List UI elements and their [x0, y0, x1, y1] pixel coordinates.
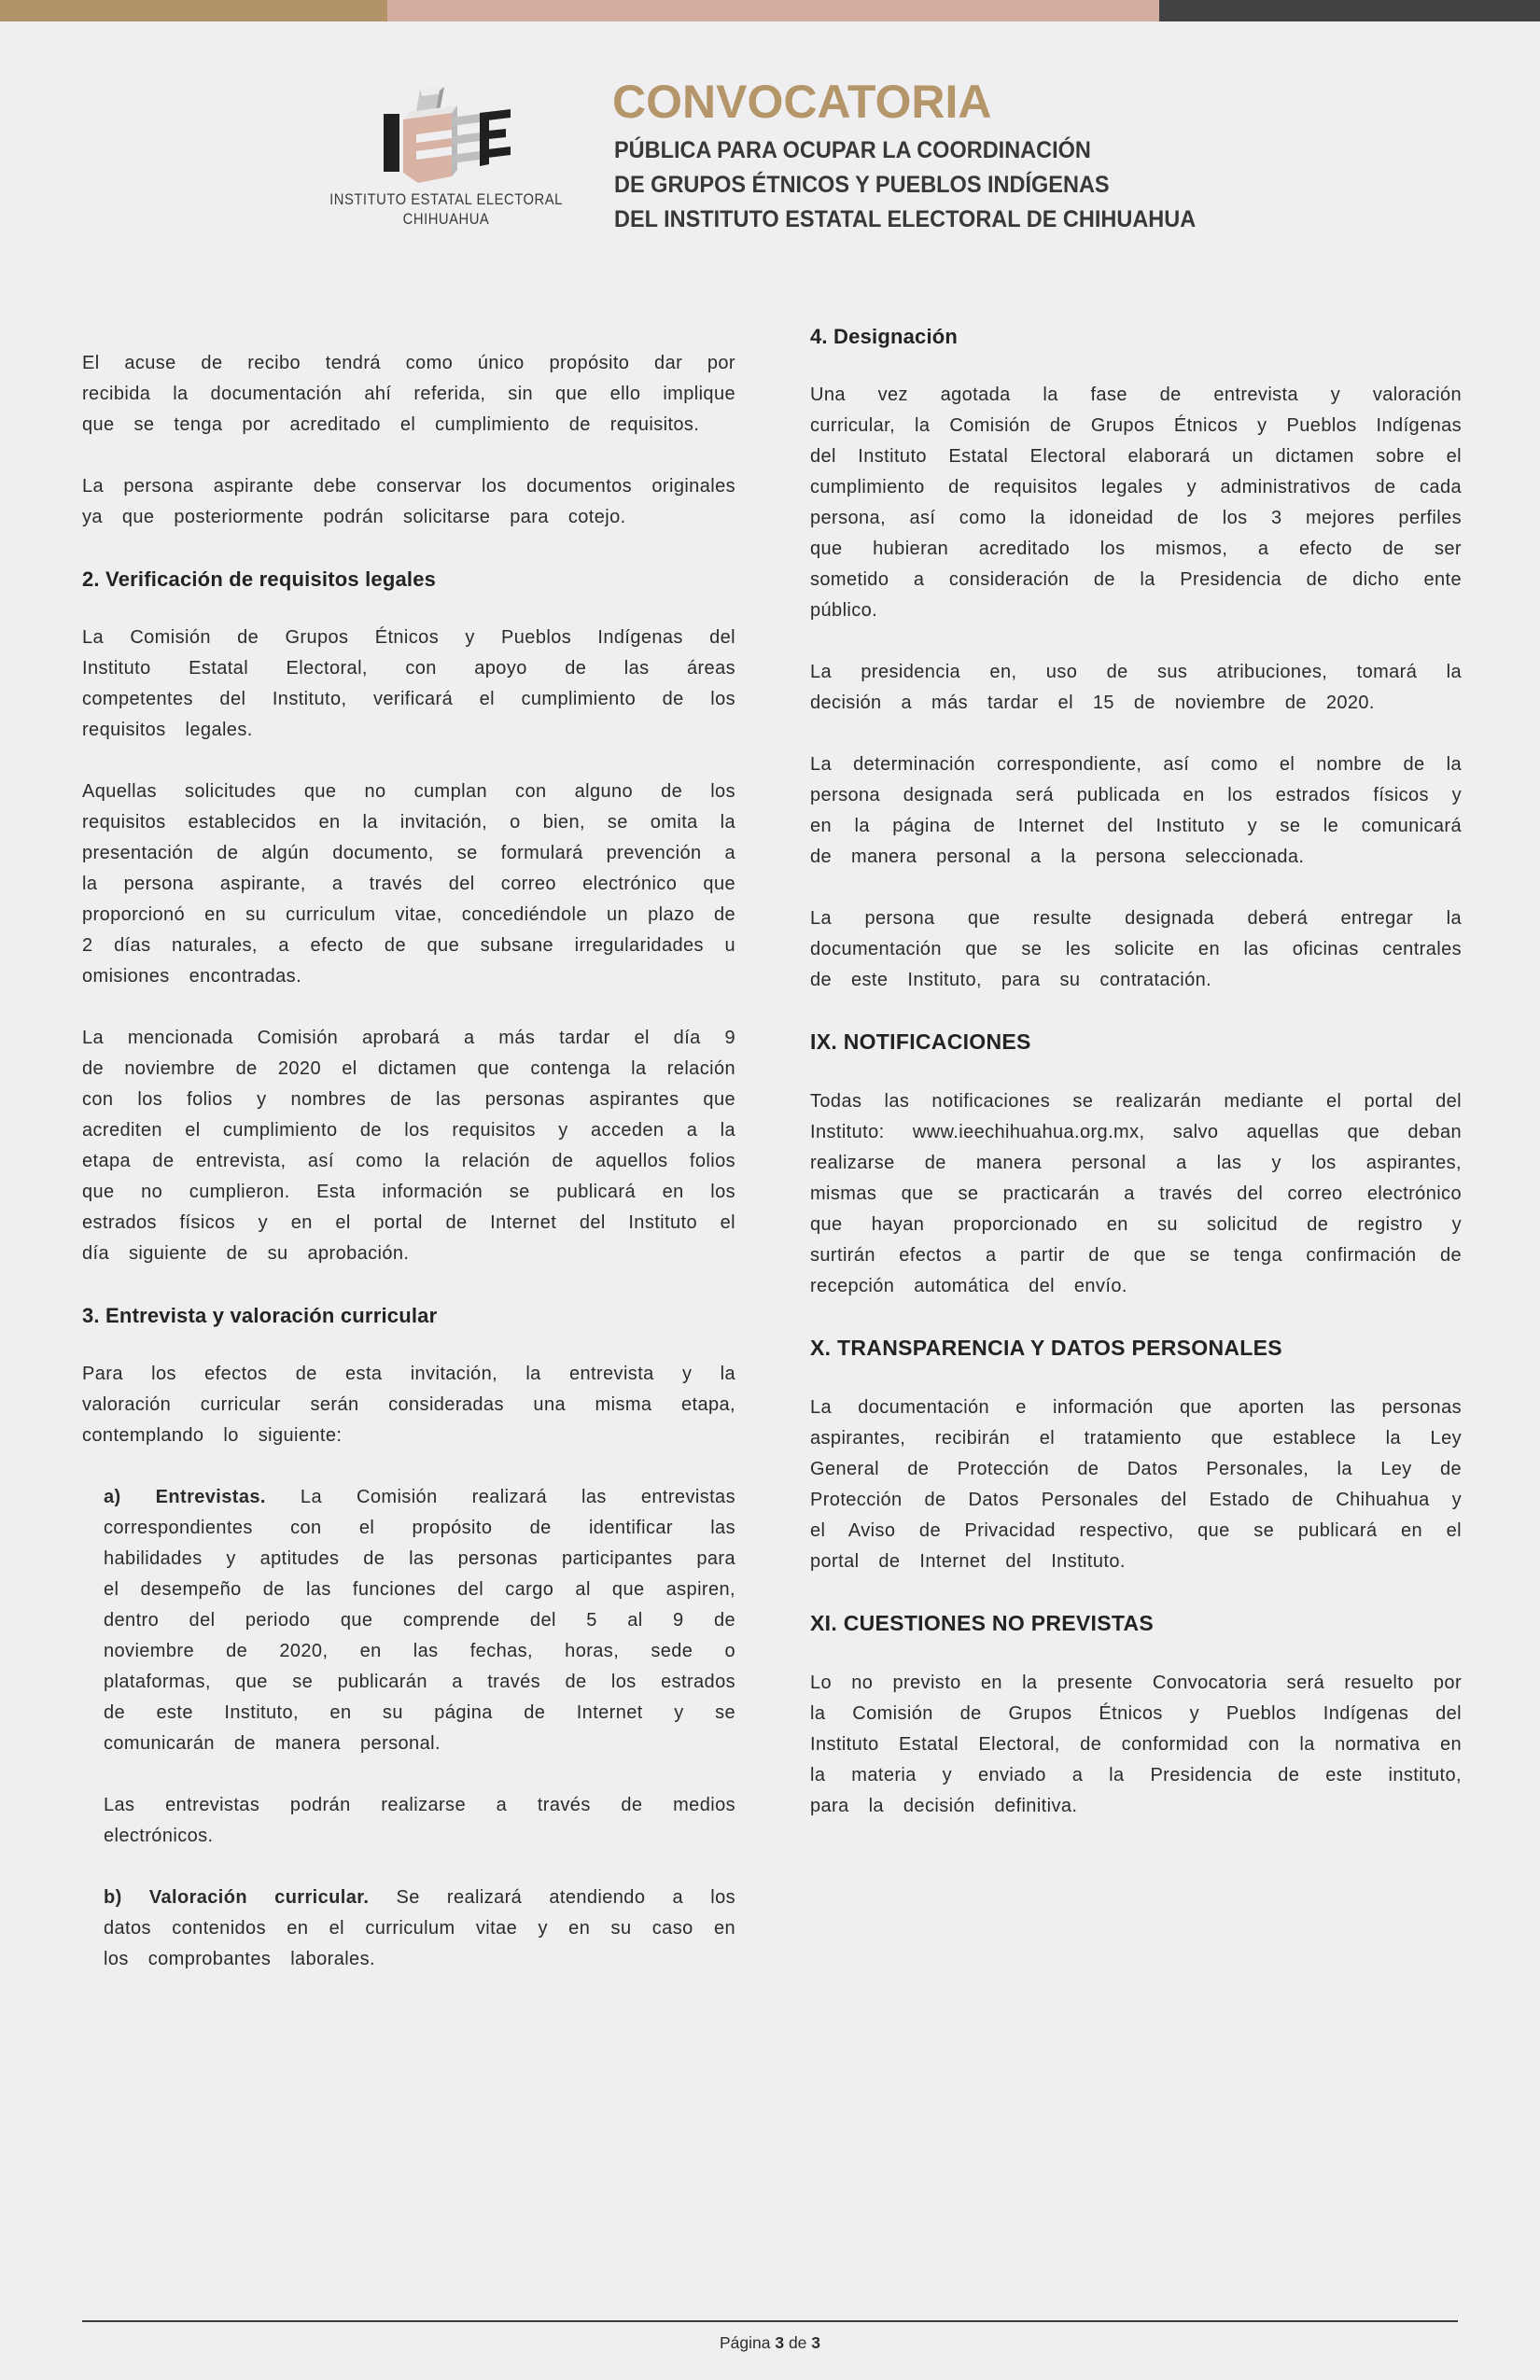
paragraph-entrega-documentacion: La persona que resulte designada deberá entregar la documentación que se les solicite en las oficinas centrales de este Instituto, para su contratación. — [810, 908, 1462, 990]
paragraph-notificaciones-portal: Todas las notificaciones se realizarán mediante el portal del Instituto: www.ieechihuahua.org.mx, salvo aquellas que deban realizarse de manera personal a las y los aspirantes, mismas que se practicarán a través del correo electrónico que hayan proporcionado en su solicitud de registro y surtirán efectos a partir de que se tenga confirmación de recepción automática del envío. — [810, 1091, 1462, 1296]
paragraph-conservar-documentos: La persona aspirante debe conservar los documentos originales ya que posteriormente podrán solicitarse para cotejo. — [82, 476, 735, 527]
subtitle-line2: DE GRUPOS ÉTNICOS Y PUEBLOS INDÍGENAS — [614, 172, 1110, 198]
document-subtitle — [614, 133, 1196, 237]
paragraph-acuse-recibo: El acuse de recibo tendrá como único propósito dar por recibida la documentación ahí referida, sin que ello implique que se tenga por acreditado el cumplimiento de requisitos. — [82, 353, 735, 435]
footer-divider — [82, 2320, 1458, 2322]
paragraph-presidencia-decision: La presidencia en, uso de sus atribuciones, tomará la decisión a más tardar el 15 de noviembre de 2020. — [810, 662, 1462, 713]
paragraph-dictamen-folios: La mencionada Comisión aprobará a más tardar el día 9 de noviembre de 2020 el dictamen que contenga la relación con los folios y nombres de las personas aspirantes que acrediten el cumplimiento de los requisitos y acceden a la etapa de entrevista, así como la relación de aquellos folios que no cumplieron. Esta información se publicará en los estrados físicos y en el portal de Internet del Instituto el día siguiente de su aprobación. — [82, 1028, 735, 1264]
top-bar-segment-dark — [1159, 0, 1540, 21]
page-number-footer — [0, 2333, 1540, 2353]
heading-cuestiones-no-previstas: XI. CUESTIONES NO PREVISTAS — [810, 1611, 1155, 1635]
heading-entrevista-valoracion: 3. Entrevista y valoración curricular — [82, 1304, 438, 1327]
document-title: CONVOCATORIA — [612, 76, 992, 128]
left-column — [82, 348, 735, 2006]
paragraph-efectos-invitacion: Para los efectos de esta invitación, la entrevista y la valoración curricular serán consideradas una misma etapa, contemplando lo siguiente: — [82, 1364, 735, 1446]
paragraph-proteccion-datos: La documentación e información que aporten las personas aspirantes, recibirán el tratamiento que establece la Ley General de Protección de Datos Personales, la Ley de Protección de Datos Personales del Estado de Chihuahua y el Aviso de Privacidad respectivo, que se publicará en el portal de Internet del Instituto. — [810, 1397, 1462, 1572]
paragraph-solicitudes-prevencion: Aquellas solicitudes que no cumplan con alguno de los requisitos establecidos en la invitación, o bien, se omita la presentación de algún documento, se formulará prevención a la persona aspirante, a través del correo electrónico que proporcionó en su curriculum vitae, concediéndole un plazo de 2 días naturales, a efecto de que subsane irregularidades u omisiones encontradas. — [82, 781, 735, 987]
paragraph-entrevistas-medios: Las entrevistas podrán realizarse a través de medios electrónicos. — [104, 1795, 735, 1846]
item-a-label: a) Entrevistas. — [104, 1487, 266, 1507]
paragraph-determinacion-publicada: La determinación correspondiente, así como el nombre de la persona designada será publicada en los estrados físicos y en la página de Internet del Instituto y se le comunicará de manera personal a la persona seleccionada. — [810, 754, 1462, 867]
logo-caption-line1: INSTITUTO ESTATAL ELECTORAL — [329, 190, 563, 208]
item-a-text: La Comisión realizará las entrevistas correspondientes con el propósito de identificar las habilidades y aptitudes de las personas participantes para el desempeño de las funciones del cargo al que aspiren, dentro del periodo que comprende del 5 al 9 de noviembre de 2020, en las fechas, horas, sede o plataformas, que se publicarán a través de los estrados de este Instituto, en su página de Internet y se comunicarán de manera personal. — [104, 1487, 735, 1754]
footer-of-label: de — [788, 2333, 807, 2352]
heading-designacion: 4. Designación — [810, 325, 959, 348]
logo-caption-line2: CHIHUAHUA — [402, 210, 490, 228]
paragraph-dictamen-idoneidad: Una vez agotada la fase de entrevista y valoración curricular, la Comisión de Grupos Étnicos y Pueblos Indígenas del Instituto Estatal Electoral elaborará un dictamen sobre el cumplimiento de requisitos legales y administrativos de cada persona, así como la idoneidad de los 3 mejores perfiles que hubieran acreditado los mismos, a efecto de ser sometido a consideración de la Presidencia de dicho ente público. — [810, 385, 1463, 621]
right-column — [810, 321, 1462, 1853]
heading-transparencia-datos: X. TRANSPARENCIA Y DATOS PERSONALES — [810, 1336, 1282, 1360]
logo-caption — [325, 189, 568, 229]
item-a-entrevistas — [104, 1482, 735, 1759]
subtitle-line3: DEL INSTITUTO ESTATAL ELECTORAL DE CHIHUAHUA — [614, 206, 1197, 232]
item-b-label: b) Valoración curricular. — [104, 1887, 370, 1908]
paragraph-no-previsto: Lo no previsto en la presente Convocatoria será resuelto por la Comisión de Grupos Étnicos y Pueblos Indígenas del Instituto Estatal Electoral, de conformidad con la normativa en la materia y enviado a la Presidencia de este instituto, para la decisión definitiva. — [810, 1673, 1462, 1816]
item-b-valoracion — [104, 1883, 735, 1975]
heading-notificaciones: IX. NOTIFICACIONES — [810, 1029, 1031, 1054]
footer-page-number: 3 — [775, 2333, 785, 2352]
item-b-text: Se realizará atendiendo a los datos contenidos en el curriculum vitae y en su caso en los comprobantes laborales. — [104, 1887, 735, 1969]
top-bar-segment-pink — [387, 0, 1159, 21]
subtitle-line1: PÚBLICA PARA OCUPAR LA COORDINACIÓN — [614, 137, 1091, 163]
heading-verificacion-requisitos: 2. Verificación de requisitos legales — [82, 567, 437, 591]
top-color-bar — [0, 0, 1540, 21]
paragraph-comision-verificara: La Comisión de Grupos Étnicos y Pueblos Indígenas del Instituto Estatal Electoral, con apoyo de las áreas competentes del Instituto, verificará el cumplimiento de los requisitos legales. — [82, 627, 735, 740]
footer-page-label: Página — [719, 2333, 771, 2352]
top-bar-segment-tan — [0, 0, 387, 21]
iee-ballot-box-logo — [383, 86, 513, 185]
footer-page-total: 3 — [811, 2333, 821, 2352]
